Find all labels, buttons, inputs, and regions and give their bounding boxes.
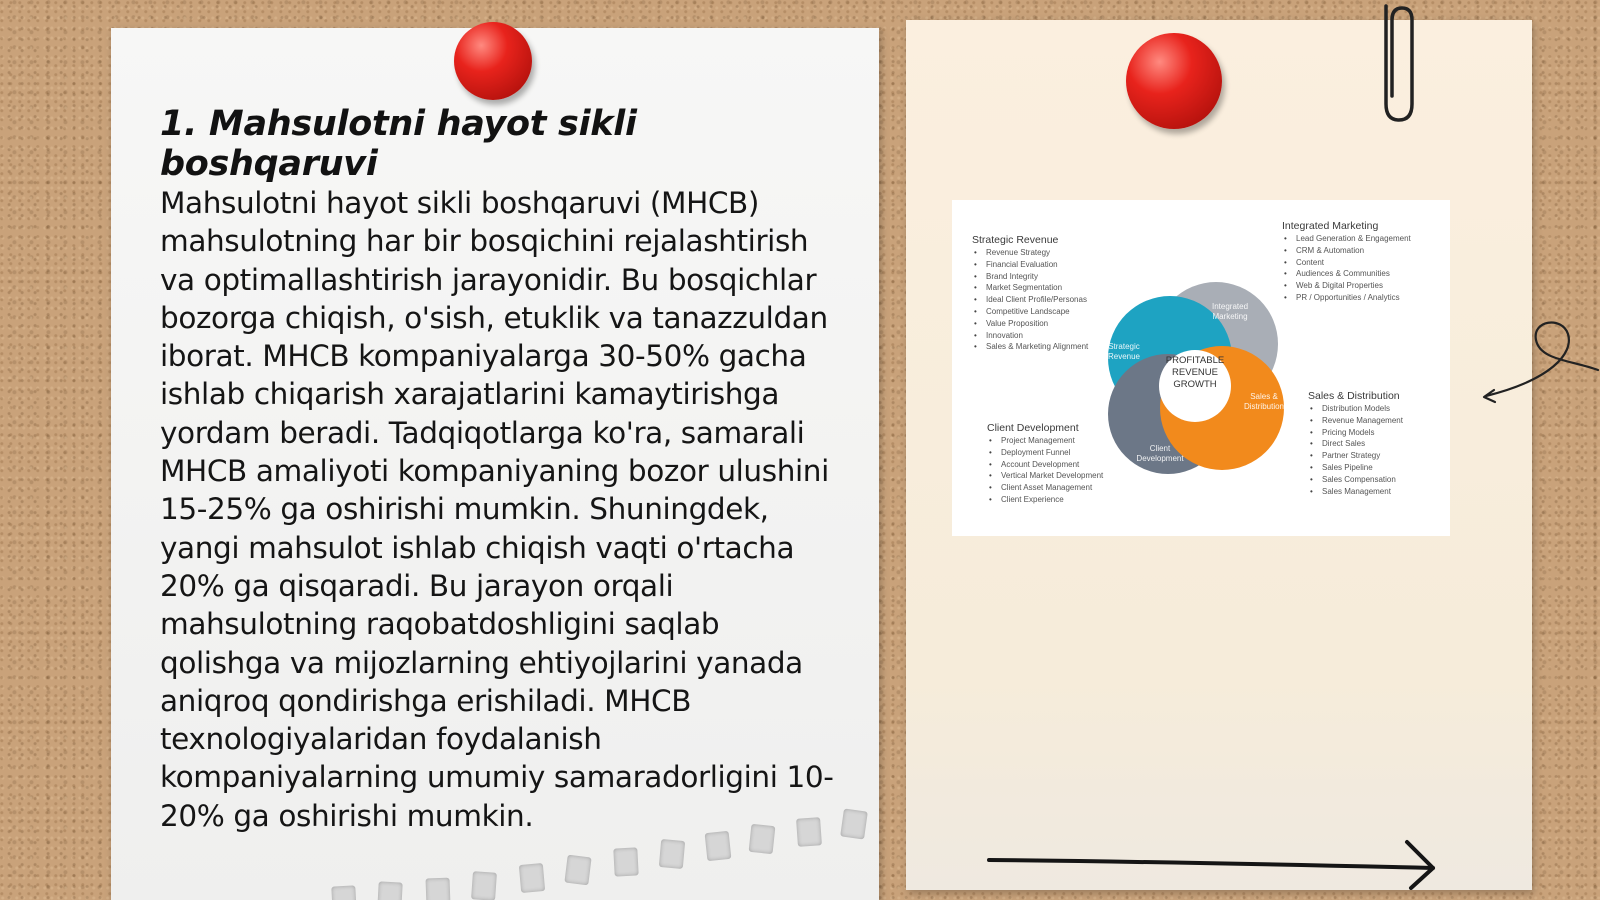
list-item: • Financial Evaluation [972,259,1088,271]
segment-label-marketing [1202,302,1258,322]
group-list [987,435,1103,506]
segment-label-line: Distribution [1243,402,1284,411]
list-item: • CRM & Automation [1282,245,1411,257]
center-label-line: REVENUE [1172,367,1218,378]
segment-label-line: Marketing [1212,312,1248,321]
group-strategic-revenue [972,234,1088,353]
paperclip-icon [1372,0,1424,130]
list-item: • Ideal Client Profile/Personas [972,294,1088,306]
segment-label-line: Sales & [1250,392,1278,401]
red-pushpin-icon [454,22,532,100]
group-list [1282,233,1411,304]
list-item: • Account Development [987,459,1103,471]
list-item: • Sales & Marketing Alignment [972,341,1088,353]
curly-arrow-doodle-icon [1480,310,1600,410]
list-item: • Partner Strategy [1308,450,1403,462]
right-arrow-icon [985,838,1445,890]
group-list [972,247,1088,353]
list-item: • Web & Digital Properties [1282,280,1411,292]
list-item: • Client Asset Management [987,482,1103,494]
list-item: • Revenue Management [1308,415,1403,427]
list-item: • Pricing Models [1308,427,1403,439]
list-item: • Client Experience [987,494,1103,506]
segment-label-line: Strategic [1108,342,1140,351]
list-item: • Distribution Models [1308,403,1403,415]
center-label-line: PROFITABLE [1165,355,1225,366]
segment-label-client [1130,444,1190,464]
list-item: • Audiences & Communities [1282,268,1411,280]
list-item: • Competitive Landscape [972,306,1088,318]
segment-label-line: Integrated [1211,302,1249,311]
red-pushpin-icon [1126,33,1222,129]
list-item: • Sales Pipeline [1308,462,1403,474]
group-list [1308,403,1403,497]
revenue-growth-diagram [952,200,1450,536]
segment-label-line: Revenue [1107,352,1141,361]
group-title: Sales & Distribution [1308,390,1400,402]
list-item: • Deployment Funnel [987,447,1103,459]
segment-label-strategic [1100,342,1148,362]
list-item: • Content [1282,257,1411,269]
slide-title: 1. Mahsulotni hayot sikli boshqaruvi [160,104,637,184]
group-integrated-marketing [1282,220,1411,304]
slide-body-text: Mahsulotni hayot sikli boshqaruvi (MHCB) mahsulotning har bir bosqichini rejalashtirish va optimallashtirish jarayonidir. Bu bosqichlar bozorga chiqish, o'sish, etuklik va tanazzuldan iborat. MHCB kompaniyalarga 30-50% gacha ishlab chiqarish xarajatlarini kamaytirishga yordam beradi. Tadqiqotlarga ko'ra, samarali MHCB amaliyoti kompaniyaning bozor ulushini 15-25% ga oshirishi mumkin. Shuningdek, yangi mahsulot ishlab chiqish vaqti o'rtacha 20% ga qisqaradi. Bu jarayon orqali mahsulotning raqobatdoshligini saqlab qolishga va mijozlarning ehtiyojlarini yanada aniqroq qondirishga erishiladi. MHCB texnologiyalaridan foydalanish kompaniyalarning umumiy samaradorligini 10-20% ga oshirishi mumkin. [160,186,834,833]
group-title: Integrated Marketing [1282,220,1379,232]
list-item: • Innovation [972,330,1088,342]
list-item: • Sales Compensation [1308,474,1403,486]
list-item: • Sales Management [1308,486,1403,498]
segment-label-line: Development [1136,454,1184,463]
group-client-development [987,422,1103,506]
center-label [1160,355,1230,391]
list-item: • Value Proposition [972,318,1088,330]
list-item: • Vertical Market Development [987,470,1103,482]
list-item: • Project Management [987,435,1103,447]
list-item: • Lead Generation & Engagement [1282,233,1411,245]
list-item: • PR / Opportunities / Analytics [1282,292,1411,304]
group-title: Strategic Revenue [972,234,1059,246]
group-title: Client Development [987,422,1079,434]
list-item: • Market Segmentation [972,282,1088,294]
list-item: • Brand Integrity [972,271,1088,283]
segment-label-sales [1238,392,1290,412]
segment-label-line: Client [1149,444,1171,453]
center-label-line: GROWTH [1173,379,1217,390]
group-sales-distribution [1308,390,1403,497]
list-item: • Revenue Strategy [972,247,1088,259]
list-item: • Direct Sales [1308,438,1403,450]
